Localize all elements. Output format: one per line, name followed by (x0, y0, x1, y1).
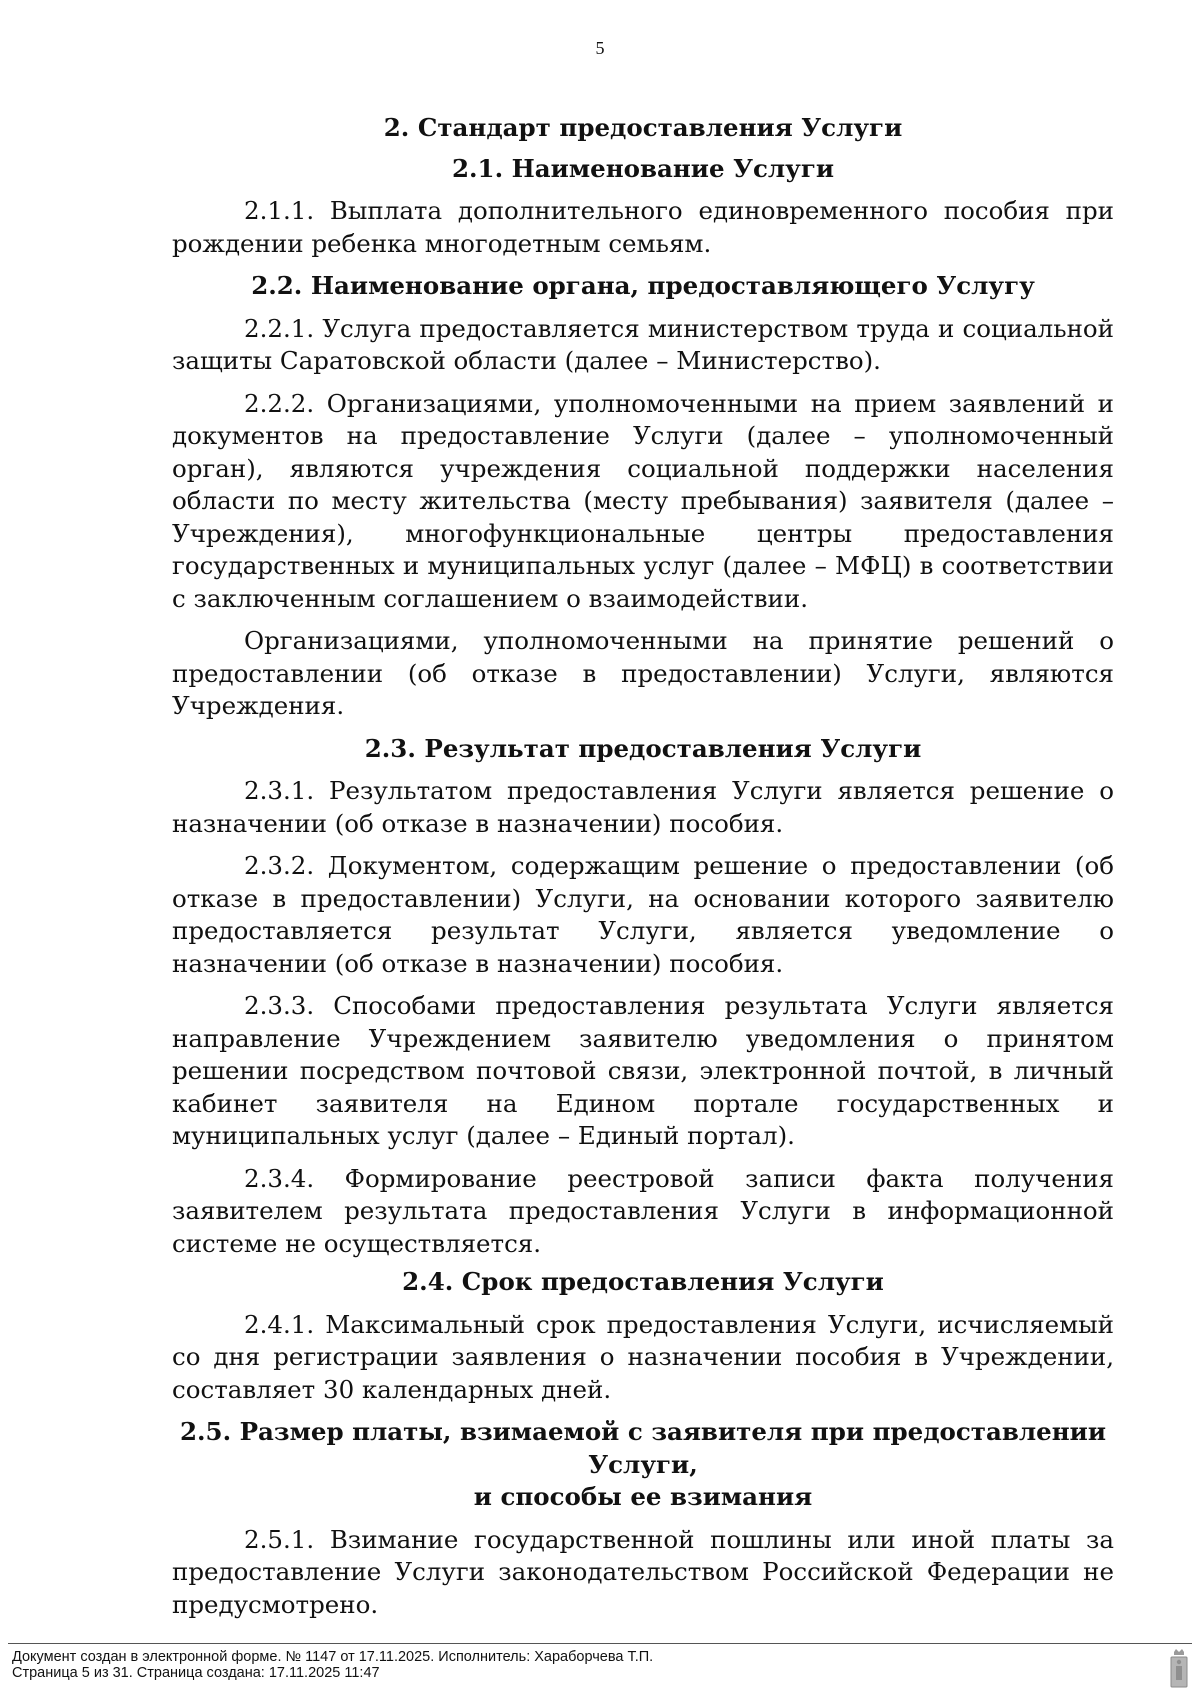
section-2-1-heading: 2.1. Наименование Услуги (451, 153, 835, 183)
section-2-heading: 2. Стандарт предоставления Услуги (383, 113, 903, 142)
footer-divider (8, 1643, 1192, 1644)
section-2-2-heading: 2.2. Наименование органа, предоставляющего Услугу (251, 271, 1035, 300)
paragraph-2-4-1: 2.4.1. Максимальный срок предоставления Услуги, исчисляемый со дня регистрации заявления о назначении пособия в Учреждении, составляет 30 календарных дней. (172, 1309, 1114, 1404)
coat-of-arms-icon (1168, 1648, 1190, 1690)
paragraph-2-3-4: 2.3.4. Формирование реестровой записи факта получения заявителем результата предоставления Услуги в информационной системе не осуществляется. (172, 1163, 1114, 1258)
footer-line-2: Страница 5 из 31. Страница создана: 17.11.2025 11:47 (12, 1665, 380, 1681)
section-2-5-heading-line-1: 2.5. Размер платы, взимаемой с заявителя при предоставлении Услуги, (179, 1417, 1107, 1479)
footer-line-1: Документ создан в электронной форме. № 1147 от 17.11.2025. Исполнитель: Хараборчева Т.П. (12, 1649, 654, 1665)
paragraph-2-2-2: 2.2.2. Организациями, уполномоченными на прием заявлений и документов на предоставление Услуги (далее – уполномоченный орган), являются учреждения социальной поддержки населения области по месту жительства (месту пребывания) заявителя (далее – Учреждения), многофункциональные центры предоставления государственных и муниципальных услуг (далее – МФЦ) в соответствии с заключенным соглашением о взаимодействии. (172, 388, 1114, 613)
page-number: 5 (595, 38, 605, 58)
document-body (172, 112, 1114, 1621)
paragraph-2-2-2-cont: Организациями, уполномоченными на принятие решений о предоставлении (об отказе в предоставлении) Услуги, являются Учреждения. (172, 626, 1114, 720)
section-2-3-heading: 2.3. Результат предоставления Услуги (364, 733, 922, 763)
paragraph-2-3-1: 2.3.1. Результатом предоставления Услуги является решение о назначении (об отказе в назначении) пособия. (172, 776, 1114, 838)
paragraph-2-3-3: 2.3.3. Способами предоставления результата Услуги является направление Учреждением заявителю уведомления о принятом решении посредством почтовой связи, электронной почтой, в личный кабинет заявителя на Едином портале государственных и муниципальных услуг (далее – Единый портал). (172, 991, 1114, 1150)
paragraph-2-2-1: 2.2.1. Услуга предоставляется министерством труда и социальной защиты Саратовской области (далее – Министерство). (172, 313, 1114, 375)
paragraph-2-3-2: 2.3.2. Документом, содержащим решение о предоставлении (об отказе в предоставлении) Услуги, на основании которого заявителю предоставляется результат Услуги, является уведомление о назначении (об отказе в назначении) пособия. (172, 851, 1114, 978)
section-2-4-heading: 2.4. Срок предоставления Услуги (402, 1267, 884, 1296)
document-footer (12, 1649, 653, 1681)
section-2-5-heading-line-2: и способы ее взимания (473, 1482, 813, 1511)
paragraph-2-1-1: 2.1.1. Выплата дополнительного единовременного пособия при рождении ребенка многодетным семьям. (172, 196, 1114, 258)
paragraph-2-5-1: 2.5.1. Взимание государственной пошлины или иной платы за предоставление Услуги законодательством Российской Федерации не предусмотрено. (172, 1524, 1114, 1619)
